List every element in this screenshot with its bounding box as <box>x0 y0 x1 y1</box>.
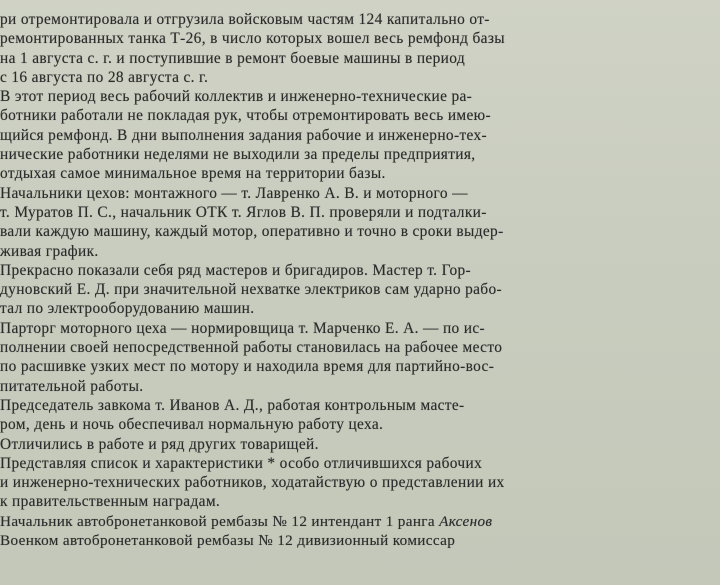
text-line: щийся ремфонд. В дни выполнения задания рабочие и инженерно-тех- <box>0 126 488 144</box>
text-line: ром, день и ночь обеспечивал нормальную работу цеха. <box>0 416 384 434</box>
text-line: и инженерно-технических работников, ходатайствую о представлении их <box>0 474 505 492</box>
signature-chief-title: Начальник автобронетанковой рембазы № 12 интендант 1 ранга <box>0 512 440 530</box>
text-line: к правительственным наградам. <box>0 493 221 511</box>
text-line: Парторг моторного цеха — нормировщица т. Марченко Е. А. — по ис- <box>0 319 486 337</box>
page-shadow <box>0 565 720 585</box>
text-line: Председатель завкома т. Иванов А. Д., работая контрольным масте- <box>0 396 465 414</box>
text-line: т. Муратов П. С., начальник ОТК т. Яглов В. П. проверяли и подталки- <box>0 203 487 221</box>
text-line: ботники работали не покладая рук, чтобы отремонтировать весь имею- <box>0 107 492 125</box>
text-line: дуновский Е. Д. при значительной нехватке электриков сам ударно рабо- <box>0 281 502 299</box>
text-line: Прекрасно показали себя ряд мастеров и бригадиров. Мастер т. Гор- <box>0 261 472 279</box>
document-body <box>0 10 720 550</box>
text-line: отдыхая самое минимальное время на территории базы. <box>0 165 386 183</box>
text-line: нические работники неделями не выходили за пределы предприятия, <box>0 146 476 164</box>
text-line: по расшивке узких мест по мотору и находила время для партийно-вос- <box>0 358 495 376</box>
text-line: живая график. <box>0 242 99 260</box>
text-line: Начальники цехов: монтажного — т. Лавренко А. В. и моторного — <box>0 184 468 202</box>
signature-commissar: Военком автобронетанковой рембазы № 12 дивизионный комиссар <box>0 532 456 550</box>
text-line: полнении своей непосредственной работы становилась на рабочее место <box>0 339 503 357</box>
signature-chief <box>0 512 720 531</box>
text-line: тал по электрооборудованию машин. <box>0 300 255 318</box>
text-line: ремонтированных танка Т-26, в число которых вошел весь ремфонд базы <box>0 30 505 48</box>
text-line: Отличились в работе и ряд других товарищей. <box>0 435 319 453</box>
text-line: В этот период весь рабочий коллектив и инженерно-технические ра- <box>0 88 473 106</box>
text-line: вали каждую машину, каждый мотор, оперативно и точно в сроки выдер- <box>0 223 504 241</box>
text-line: Представляя список и характеристики * особо отличившихся рабочих <box>0 454 483 472</box>
text-line: с 16 августа по 28 августа с. г. <box>0 68 209 86</box>
signature-chief-name: Аксенов <box>439 512 493 530</box>
text-line: питательной работы. <box>0 377 144 395</box>
text-line: ри отремонтировала и отгрузила войсковым частям 124 капитально от- <box>0 11 490 28</box>
text-line: на 1 августа с. г. и поступившие в ремонт боевые машины в период <box>0 49 466 67</box>
